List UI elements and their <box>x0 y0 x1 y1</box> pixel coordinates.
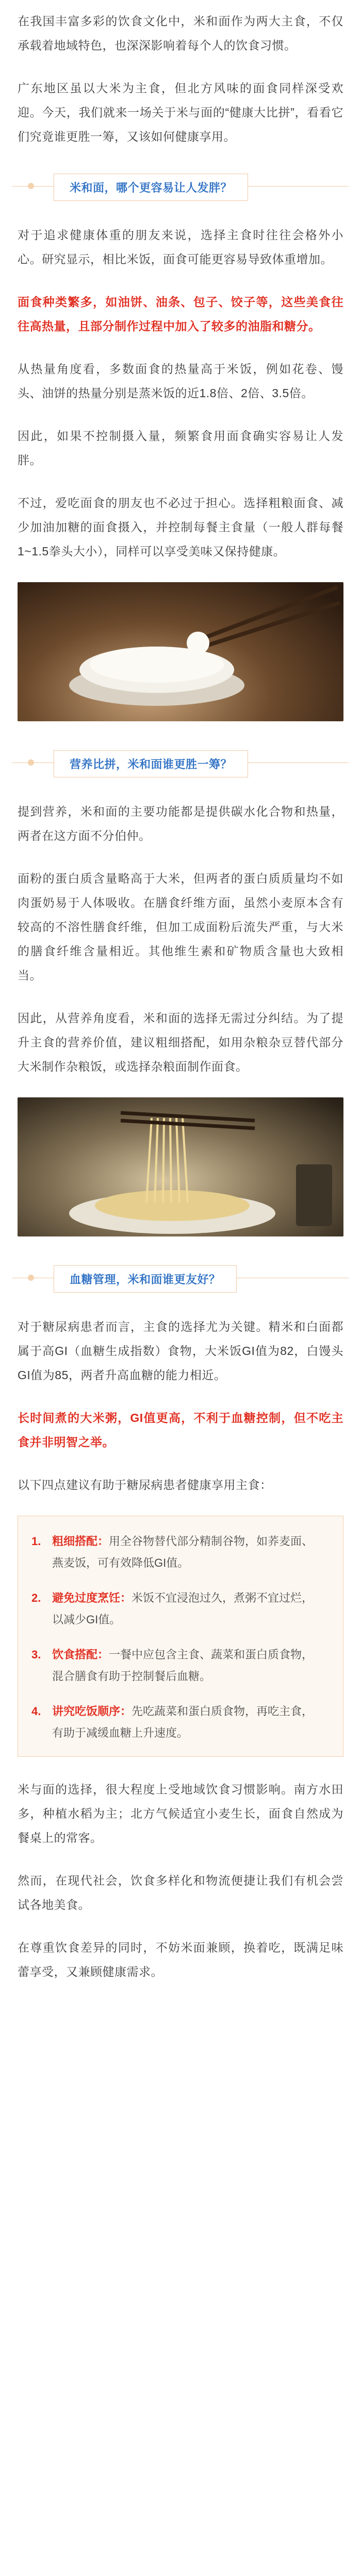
rice-bowl-illustration <box>18 582 343 721</box>
section1-paragraph-2-emphasis: 面食种类繁多，如油饼、油条、包子、饺子等，这些美食往往高热量，且部分制作过程中加入了较多的油脂和糖分。 <box>18 295 343 333</box>
tip-item <box>31 1701 323 1744</box>
section-heading: 血糖管理，米和面谁更友好？ <box>54 1265 237 1293</box>
section1-paragraph-5: 不过，爱吃面食的朋友也不必过于担心。选择粗粮面食、减少加油加糖的面食摄入，并控制每餐主食量（一般人群每餐1~1.5拳头大小），同样可以享受美味又保持健康。 <box>18 496 343 558</box>
intro-paragraph-2: 广东地区虽以大米为主食，但北方风味的面食同样深受欢迎。今天，我们就来一场关于米与面的“健康大比拼”，看看它们究竟谁更胜一筹，又该如何健康享用。 <box>18 81 343 143</box>
tip-item <box>31 1587 323 1631</box>
section3-paragraph-3: 以下四点建议有助于糖尿病患者健康享用主食： <box>18 1478 272 1492</box>
decor-dot <box>28 183 34 189</box>
tip-title: 粗细搭配： <box>52 1535 109 1548</box>
tip-content <box>52 1531 323 1574</box>
tip-text: 先吃蔬菜和蛋白质食物，再吃主食，有助于减缓血糖上升速度。 <box>52 1705 314 1739</box>
section2-paragraph-1: 提到营养，米和面的主要功能都是提供碳水化合物和热量，两者在这方面不分伯仲。 <box>18 805 343 842</box>
rice-bowl-photo <box>18 582 343 721</box>
tip-number: 2. <box>31 1591 41 1604</box>
section3-paragraph-2-emphasis: 长时间煮的大米粥，GI值更高，不利于血糖控制，但不吃主食并非明智之举。 <box>18 1411 343 1449</box>
section1-paragraph-3: 从热量角度看，多数面食的热量高于米饭，例如花卷、馒头、油饼的热量分别是蒸米饭的近1.8倍、2倍、3.5倍。 <box>18 362 343 400</box>
section-heading: 营养比拼，米和面谁更胜一筹？ <box>54 750 248 777</box>
section2-paragraph-2: 面粉的蛋白质含量略高于大米，但两者的蛋白质质量均不如肉蛋奶易于人体吸收。在膳食纤维方面，虽然小麦原本含有较高的不溶性膳食纤维，但加工成面粉后流失严重，与大米的膳食纤维含量相近。其他维生素和矿物质含量也大致相当。 <box>18 872 343 982</box>
tip-text: 米饭不宜浸泡过久，煮粥不宜过烂，以减少GI值。 <box>52 1591 314 1626</box>
tip-title: 饮食搭配： <box>52 1648 109 1661</box>
tip-item <box>31 1644 323 1687</box>
tip-content <box>52 1644 323 1687</box>
section2-paragraph-3: 因此，从营养角度看，米和面的选择无需过分纠结。为了提升主食的营养价值，建议粗细搭配，如用杂粮杂豆替代部分大米制作杂粮饭，或选择杂粮面制作面食。 <box>18 1011 343 1073</box>
tip-title: 避免过度烹饪： <box>52 1591 132 1604</box>
decor-dot <box>28 1275 34 1281</box>
section1-paragraph-4: 因此，如果不控制摄入量，频繁食用面食确实容易让人发胖。 <box>18 429 343 467</box>
noodle-photo <box>18 1097 343 1236</box>
outro-paragraph-1: 米与面的选择，很大程度上受地域饮食习惯影响。南方水田多，种植水稻为主；北方气候适宜小麦生长，面食自然成为餐桌上的常客。 <box>18 1783 343 1844</box>
section-title-1 <box>12 168 349 205</box>
outro-paragraph-2: 然而，在现代社会，饮食多样化和物流便捷让我们有机会尝试各地美食。 <box>18 1874 343 1911</box>
outro-paragraph-3: 在尊重饮食差异的同时，不妨米面兼顾，换着吃，既满足味蕾享受，又兼顾健康需求。 <box>18 1941 343 1978</box>
tip-title: 讲究吃饭顺序： <box>52 1705 132 1718</box>
tip-number: 4. <box>31 1705 41 1718</box>
tip-number: 1. <box>31 1535 41 1548</box>
decor-dot <box>28 759 34 766</box>
tip-content <box>52 1587 323 1631</box>
tip-text: 用全谷物替代部分精制谷物，如荞麦面、燕麦饭，可有效降低GI值。 <box>52 1535 314 1569</box>
section-title-3 <box>12 1260 349 1296</box>
intro-paragraph-1: 在我国丰富多彩的饮食文化中，米和面作为两大主食，不仅承载着地域特色，也深深影响着每个人的饮食习惯。 <box>18 14 343 52</box>
tip-number: 3. <box>31 1648 41 1661</box>
section1-paragraph-1: 对于追求健康体重的朋友来说，选择主食时往往会格外小心。研究显示，相比米饭，面食可能更容易导致体重增加。 <box>18 228 343 266</box>
section-title-2 <box>12 745 349 781</box>
tip-text: 一餐中应包含主食、蔬菜和蛋白质食物，混合膳食有助于控制餐后血糖。 <box>52 1648 314 1683</box>
noodle-illustration <box>18 1097 343 1236</box>
section-heading: 米和面，哪个更容易让人发胖？ <box>54 174 248 201</box>
section3-paragraph-1: 对于糖尿病患者而言，主食的选择尤为关键。精米和白面都属于高GI（血糖生成指数）食物，大米饭GI值为82，白馒头GI值为85，两者升高血糖的能力相近。 <box>18 1320 343 1382</box>
tips-box <box>18 1516 343 1757</box>
tip-content <box>52 1701 323 1744</box>
tip-item <box>31 1531 323 1574</box>
